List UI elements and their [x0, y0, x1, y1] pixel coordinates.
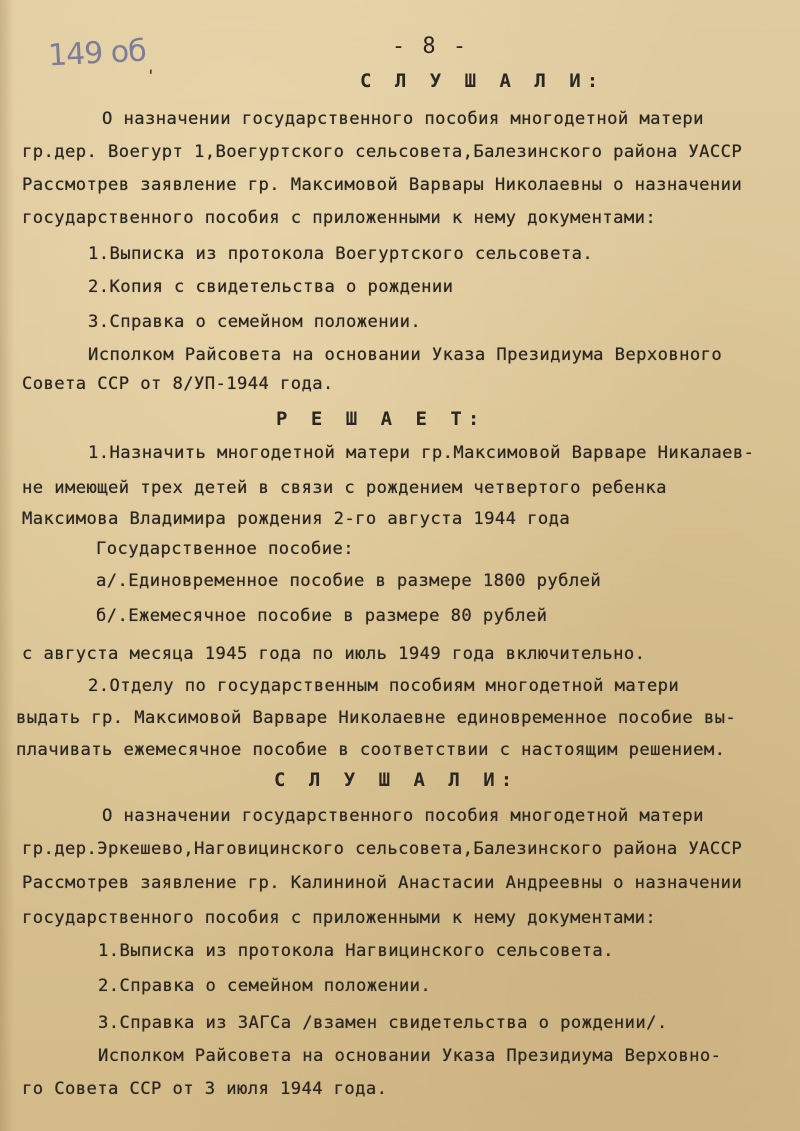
section2-line: О назначении государственного пособия многодетной матери: [102, 806, 704, 826]
section2-line: 1.Выписка из протокола Нагвицинского сельсовета.: [98, 941, 614, 961]
section2-line: го Совета ССР от 3 июля 1944 года.: [22, 1079, 388, 1099]
section1-line: 1.Выписка из протокола Воегуртского сельсовета.: [88, 244, 594, 264]
section1-line: 2.Копия с свидетельства о рождении: [88, 277, 454, 297]
section1-line: 3.Справка о семейном положении.: [88, 312, 422, 332]
section1-line: О назначении государственного пособия многодетной матери: [102, 109, 704, 129]
decision-heading: Р Е Ш А Е Т:: [276, 408, 486, 430]
section1-heading: С Л У Ш А Л И:: [360, 70, 605, 92]
page-number: - 8 -: [391, 34, 469, 59]
decision-line: плачивать ежемесячное пособие в соответствии с настоящим решением.: [16, 740, 726, 760]
margin-mark: ': [146, 66, 156, 85]
section1-line: государственного пособия с приложенными к нему документами:: [22, 208, 657, 228]
section2-heading: С Л У Ш А Л И:: [274, 769, 519, 791]
archive-sheet-number: 149 об: [47, 33, 147, 74]
section2-line: Исполком Райсовета на основании Указа Президиума Верховно-: [98, 1046, 722, 1066]
decision-line: Максимова Владимира рождения 2-го августа 1944 года: [22, 509, 571, 529]
section1-line: гр.дер. Воегурт 1,Воегуртского сельсовета,Балезинского района УАССР: [22, 142, 743, 162]
decision-line: выдать гр. Максимовой Варваре Николаевне единовременное пособие вы-: [16, 708, 737, 728]
decision-line: не имеющей трех детей в связи с рождением четвертого ребенка: [22, 478, 667, 498]
section1-line: Совета ССР от 8/УП-1944 года.: [22, 374, 334, 394]
section2-line: гр.дер.Эркешево,Наговицинского сельсовета,Балезинского района УАССР: [22, 839, 743, 859]
section2-line: 3.Справка из ЗАГСа /взамен свидетельства о рождении/.: [98, 1013, 668, 1033]
section1-line: Рассмотрев заявление гр. Максимовой Варвары Николаевны о назначении: [22, 175, 743, 195]
decision-line: 2.Отделу по государственным пособиям многодетной матери: [88, 676, 680, 696]
decision-line: с августа месяца 1945 года по июль 1949 года включительно.: [22, 644, 646, 664]
section2-line: Рассмотрев заявление гр. Калининой Анастасии Андреевны о назначении: [22, 873, 743, 893]
decision-line: Государственное пособие:: [96, 539, 354, 559]
section2-line: государственного пособия с приложенными к нему документами:: [22, 908, 657, 928]
section2-line: 2.Справка о семейном положении.: [98, 976, 432, 996]
decision-line: 1.Назначить многодетной матери гр.Максимовой Варваре Никалаев-: [88, 443, 755, 463]
paper-edge-shadow: [0, 0, 14, 1131]
section1-line: Исполком Райсовета на основании Указа Президиума Верховного: [88, 345, 723, 365]
decision-line: а/.Единовременное пособие в размере 1800 рублей: [96, 571, 602, 591]
decision-line: б/.Ежемесячное пособие в размере 80 рублей: [96, 606, 548, 626]
